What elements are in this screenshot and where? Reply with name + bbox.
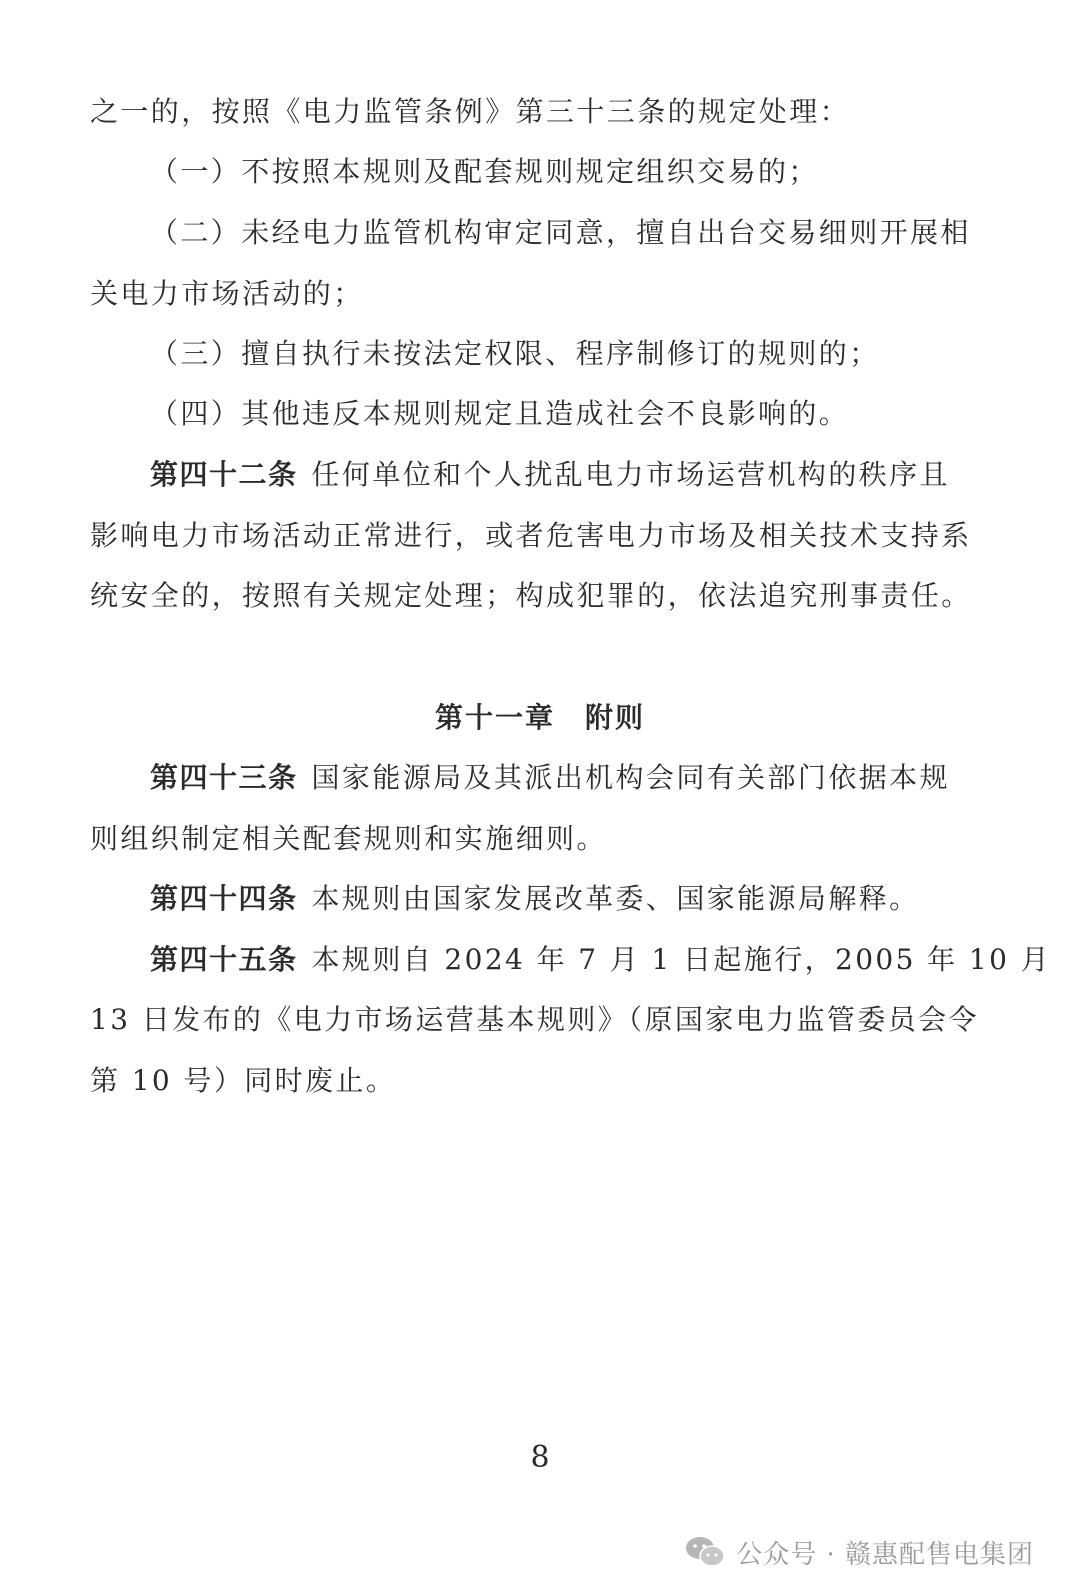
text-line: [90, 1002, 1080, 1038]
text-line: [90, 1063, 1080, 1099]
watermark-text: 公众号 · 赣惠配售电集团: [736, 1539, 1034, 1570]
article-label: 第四十四条: [150, 882, 298, 915]
article-42: [150, 457, 1080, 493]
text-content: （三）擅自执行未按法定权限、程序制修订的规则的；: [150, 337, 880, 370]
text-content: 关电力市场活动的；: [90, 277, 364, 310]
text-content: （一）不按照本规则及配套规则规定组织交易的；: [150, 155, 819, 188]
text-content: （二）未经电力监管机构审定同意，擅自出台交易细则开展相: [150, 216, 971, 249]
text-content: 第 10 号）同时废止。: [90, 1064, 397, 1097]
text-content: 任何单位和个人扰乱电力市场运营机构的秩序且: [311, 458, 950, 491]
article-label: 第四十五条: [150, 943, 298, 976]
list-item-1: [150, 154, 1080, 190]
text-content: 统安全的，按照有关规定处理；构成犯罪的，依法追究刑事责任。: [90, 579, 972, 612]
text-line: [90, 518, 1080, 554]
article-43: [150, 760, 1080, 796]
article-label: 第四十三条: [150, 761, 298, 794]
chapter-heading: 第十一章 附则: [434, 701, 645, 734]
text-content: 本规则自 2024 年 7 月 1 日起施行，2005 年 10 月: [311, 943, 1051, 976]
text-line: [90, 276, 1080, 312]
page-number: 8: [530, 1440, 550, 1475]
text-content: 之一的，按照《电力监管条例》第三十三条的规定处理：: [90, 95, 851, 128]
article-44: [150, 881, 1080, 917]
article-label: 第四十二条: [150, 458, 298, 491]
text-content: （四）其他违反本规则规定且造成社会不良影响的。: [150, 397, 850, 430]
text-content: 13 日发布的《电力市场运营基本规则》（原国家电力监管委员会令: [90, 1003, 979, 1036]
text-content: 本规则由国家发展改革委、国家能源局解释。: [311, 882, 920, 915]
watermark: [684, 1532, 1034, 1572]
article-45: [150, 942, 1080, 978]
text-line: [90, 821, 1080, 857]
text-content: 则组织制定相关配套规则和实施细则。: [90, 822, 607, 855]
list-item-4: [150, 396, 1080, 432]
list-item-3: [150, 336, 1080, 372]
text-content: 影响电力市场活动正常进行，或者危害电力市场及相关技术支持系: [90, 519, 972, 552]
text-content: 国家能源局及其派出机构会同有关部门依据本规: [311, 761, 950, 794]
list-item-2: [150, 215, 1080, 251]
text-line: [90, 94, 1080, 130]
text-line: [90, 578, 1080, 614]
wechat-icon: [684, 1535, 726, 1569]
